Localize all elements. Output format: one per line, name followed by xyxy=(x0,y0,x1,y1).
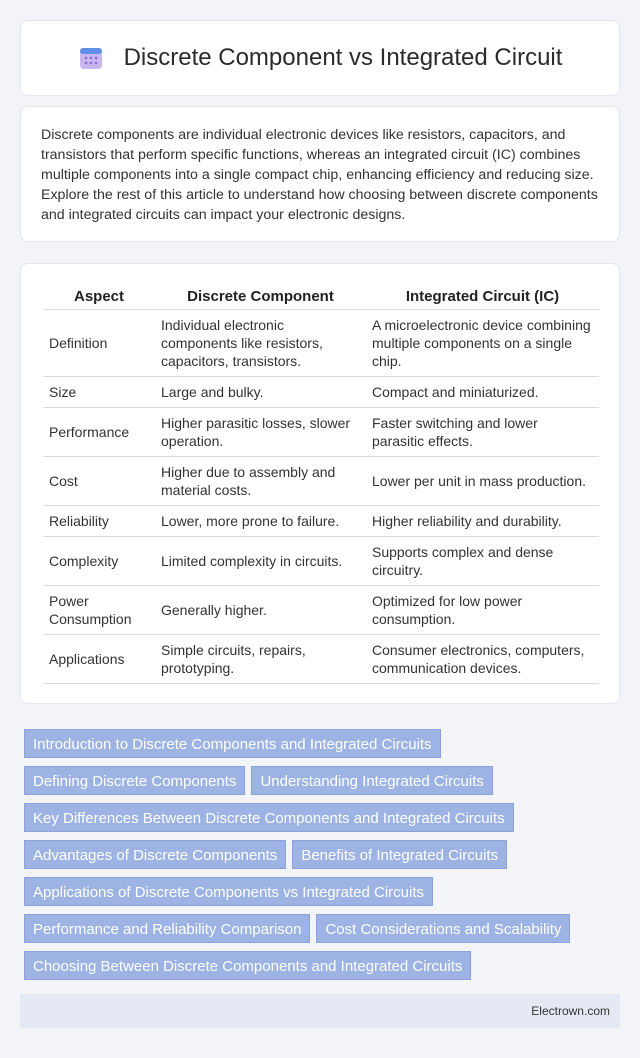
table-cell: Simple circuits, repairs, prototyping. xyxy=(155,635,366,684)
topic-link[interactable]: Understanding Integrated Circuits xyxy=(251,766,492,795)
footer-site: Electrown.com xyxy=(531,1004,610,1018)
table-row xyxy=(43,586,599,635)
topic-link[interactable]: Advantages of Discrete Components xyxy=(24,840,286,869)
comparison-table xyxy=(43,284,599,684)
link-row xyxy=(24,951,620,988)
table-cell: Generally higher. xyxy=(155,586,366,635)
table-cell: Supports complex and dense circuitry. xyxy=(366,537,599,586)
topic-link[interactable]: Benefits of Integrated Circuits xyxy=(292,840,507,869)
page-title: Discrete Component vs Integrated Circuit xyxy=(123,44,563,71)
table-cell: Compact and miniaturized. xyxy=(366,377,599,408)
footer xyxy=(20,994,620,1028)
table-cell: Cost xyxy=(43,457,155,506)
table-cell: Lower per unit in mass production. xyxy=(366,457,599,506)
table-cell: Higher reliability and durability. xyxy=(366,506,599,537)
link-row xyxy=(24,766,620,803)
column-header: Aspect xyxy=(43,284,155,310)
table-cell: A microelectronic device combining multiple components on a single chip. xyxy=(366,310,599,377)
table-cell: Reliability xyxy=(43,506,155,537)
table-row xyxy=(43,635,599,684)
table-row xyxy=(43,457,599,506)
table-row xyxy=(43,377,599,408)
table-cell: Applications xyxy=(43,635,155,684)
topic-link[interactable]: Applications of Discrete Components vs Integrated Circuits xyxy=(24,877,433,906)
topic-link[interactable]: Introduction to Discrete Components and Integrated Circuits xyxy=(24,729,441,758)
table-cell: Size xyxy=(43,377,155,408)
link-row xyxy=(24,914,620,951)
topic-links xyxy=(24,729,620,988)
table-cell: Optimized for low power consumption. xyxy=(366,586,599,635)
table-cell: Consumer electronics, computers, communication devices. xyxy=(366,635,599,684)
calendar-grid-icon xyxy=(78,45,104,71)
table-cell: Power Consumption xyxy=(43,586,155,635)
table-cell: Complexity xyxy=(43,537,155,586)
table-row xyxy=(43,506,599,537)
column-header: Discrete Component xyxy=(155,284,366,310)
link-row xyxy=(24,803,620,840)
table-cell: Performance xyxy=(43,408,155,457)
topic-link[interactable]: Performance and Reliability Comparison xyxy=(24,914,310,943)
topic-link[interactable]: Choosing Between Discrete Components and Integrated Circuits xyxy=(24,951,471,980)
table-cell: Lower, more prone to failure. xyxy=(155,506,366,537)
table-cell: Definition xyxy=(43,310,155,377)
topic-link[interactable]: Cost Considerations and Scalability xyxy=(316,914,570,943)
table-row xyxy=(43,537,599,586)
table-cell: Limited complexity in circuits. xyxy=(155,537,366,586)
column-header: Integrated Circuit (IC) xyxy=(366,284,599,310)
topic-link[interactable]: Key Differences Between Discrete Components and Integrated Circuits xyxy=(24,803,514,832)
table-cell: Individual electronic components like resistors, capacitors, transistors. xyxy=(155,310,366,377)
table-row xyxy=(43,310,599,377)
link-row xyxy=(24,877,620,914)
table-cell: Higher due to assembly and material costs. xyxy=(155,457,366,506)
table-cell: Higher parasitic losses, slower operation. xyxy=(155,408,366,457)
header-card xyxy=(20,20,620,96)
table-cell: Large and bulky. xyxy=(155,377,366,408)
link-row xyxy=(24,840,620,877)
comparison-table-card xyxy=(20,263,620,704)
table-cell: Faster switching and lower parasitic effects. xyxy=(366,408,599,457)
link-row xyxy=(24,729,620,766)
table-row xyxy=(43,408,599,457)
topic-link[interactable]: Defining Discrete Components xyxy=(24,766,245,795)
intro-card xyxy=(20,106,620,242)
intro-text: Discrete components are individual electronic devices like resistors, capacitors, and transistors that perform specific functions, whereas an integrated circuit (IC) combines multiple components into a single compact chip, enhancing efficiency and reducing size. Explore the rest of this article to understand how choosing between discrete components and integrated circuits can impact your electronic designs. xyxy=(41,127,598,223)
